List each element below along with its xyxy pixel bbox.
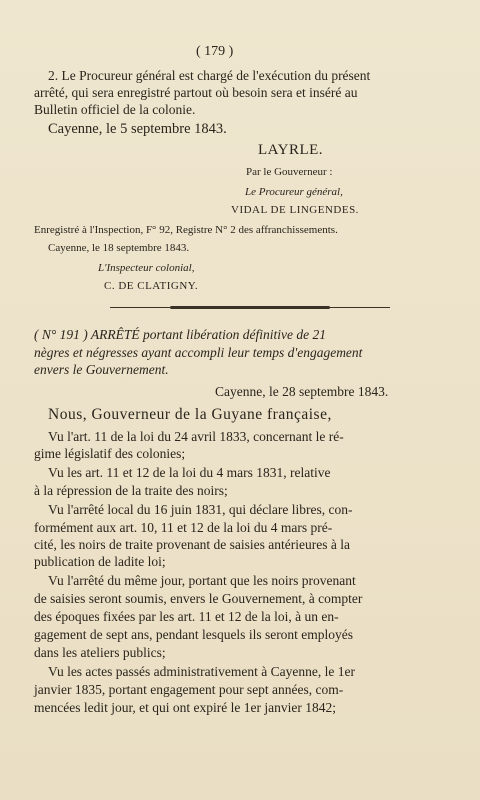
body-line-1: Vu l'art. 11 de la loi du 24 avril 1833, concernant le ré-	[48, 429, 344, 444]
decree-header-line-1: ( N° 191 ) ARRÊTÉ portant libération définitive de 21	[34, 327, 326, 342]
body-line-4: à la répression de la traite des noirs;	[34, 483, 228, 498]
body-line-6: formément aux art. 10, 11 et 12 de la loi du 4 mars pré-	[34, 520, 333, 535]
article-2-line-2: arrêté, qui sera enregistré partout où besoin sera et inséré au	[34, 85, 358, 100]
body-line-11: des époques fixées par les art. 11 et 12 de la loi, à un en-	[34, 609, 339, 624]
procureur-title: Le Procureur général,	[245, 186, 343, 198]
page-number: ( 179 )	[196, 44, 234, 59]
article-2-line-1: 2. Le Procureur général est chargé de l'exécution du présent	[48, 68, 371, 83]
signer-name: LAYRLE.	[258, 142, 324, 158]
body-line-16: mencées ledit jour, et qui ont expiré le 1er janvier 1842;	[34, 700, 336, 715]
article-2-line-3: Bulletin officiel de la colonie.	[34, 102, 196, 117]
body-line-15: janvier 1835, portant engagement pour sept années, com-	[34, 682, 344, 697]
inspecteur-title: L'Inspecteur colonial,	[98, 262, 195, 274]
registration-date: Cayenne, le 18 septembre 1843.	[48, 242, 190, 254]
place-date-1: Cayenne, le 5 septembre 1843.	[48, 121, 227, 137]
body-line-3: Vu les art. 11 et 12 de la loi du 4 mars 1831, relative	[48, 465, 331, 480]
par-le-gouverneur: Par le Gouverneur :	[246, 166, 333, 178]
decree-header-line-2: nègres et négresses ayant accompli leur temps d'engagement	[34, 345, 363, 360]
body-line-14: Vu les actes passés administrativement à Cayenne, le 1er	[48, 664, 355, 679]
inspecteur-name: C. DE CLATIGNY.	[104, 280, 199, 292]
body-line-7: cité, les noirs de traite provenant de saisies antérieures à la	[34, 537, 350, 552]
body-line-12: gagement de sept ans, pendant lesquels ils seront employés	[34, 627, 354, 642]
section-divider	[170, 306, 330, 309]
body-line-5: Vu l'arrêté local du 16 juin 1831, qui déclare libres, con-	[48, 502, 353, 517]
body-line-9: Vu l'arrêté du même jour, portant que les noirs provenant	[48, 573, 356, 588]
body-line-2: gime législatif des colonies;	[34, 446, 186, 461]
body-line-10: de saisies seront soumis, envers le Gouvernement, à compter	[34, 591, 363, 606]
decree-header-line-3: envers le Gouvernement.	[34, 362, 169, 377]
procureur-name: VIDAL DE LINGENDES.	[231, 204, 359, 216]
place-date-2: Cayenne, le 28 septembre 1843.	[215, 384, 389, 399]
body-line-8: publication de ladite loi;	[34, 554, 166, 569]
registration-line: Enregistré à l'Inspection, F° 92, Registre N° 2 des affranchissements.	[34, 224, 338, 236]
preamble: Nous, Gouverneur de la Guyane française,	[48, 406, 332, 423]
body-line-13: dans les ateliers publics;	[34, 645, 166, 660]
